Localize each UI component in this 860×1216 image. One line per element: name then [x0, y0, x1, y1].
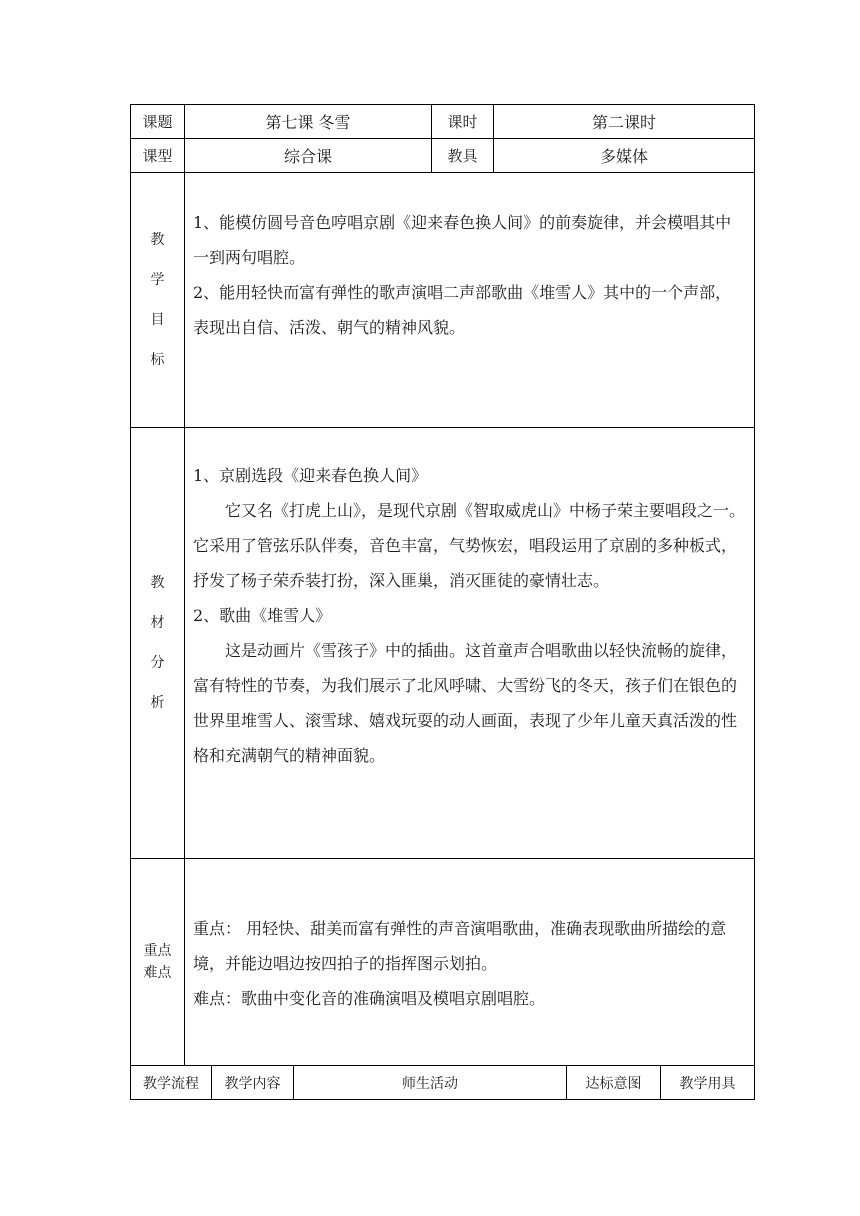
footer-col-tools: 教学用具 [660, 1065, 755, 1100]
topic-label: 课题 [130, 104, 185, 139]
objective-item: 1、能模仿圆号音色哼唱京剧《迎来春色换人间》的前奏旋律，并会模唱其中一到两句唱腔。 [193, 213, 732, 267]
keypoints-label [130, 858, 185, 1066]
material-item1-text: 它又名《打虎上山》，是现代京剧《智取威虎山》中杨子荣主要唱段之一。它采用了管弦乐队伴奏，音色丰富，气势恢宏，唱段运用了京剧的多种板式，抒发了杨子荣乔装打扮，深入匪巢，消灭匪徒的豪情壮志。 [193, 501, 746, 590]
material-item2-title: 2、歌曲《堆雪人》 [193, 606, 332, 625]
keypoints-label-line: 重点 [143, 943, 172, 959]
objectives-label-char: 学 [150, 272, 165, 288]
key-point-text: 重点： 用轻快、甜美而富有弹性的声音演唱歌曲，准确表现歌曲所描绘的意境，并能边唱边按四拍子的指挥图示划拍。 [193, 919, 727, 973]
type-value: 综合课 [184, 138, 432, 173]
tools-label: 教具 [431, 138, 494, 173]
materials-label-char: 教 [150, 575, 165, 591]
objectives-label-char: 标 [150, 352, 165, 368]
objectives-label-char: 目 [150, 312, 165, 328]
material-item1-title: 1、京剧选段《迎来春色换人间》 [193, 466, 428, 485]
type-label: 课型 [130, 138, 185, 173]
footer-col-process: 教学流程 [130, 1065, 212, 1100]
period-label: 课时 [431, 104, 494, 139]
keypoints-label-line: 难点 [143, 965, 172, 981]
difficulty-text: 难点：歌曲中变化音的准确演唱及模唱京剧唱腔。 [193, 989, 546, 1008]
tools-value: 多媒体 [493, 138, 755, 173]
materials-label [130, 427, 185, 859]
topic-value: 第七课 冬雪 [184, 104, 432, 139]
objective-item: 2、能用轻快而富有弹性的歌声演唱二声部歌曲《堆雪人》其中的一个声部，表现出自信、活泼、朝气的精神风貌。 [193, 283, 732, 337]
footer-col-activity: 师生活动 [293, 1065, 567, 1100]
footer-col-content: 教学内容 [211, 1065, 294, 1100]
footer-col-intent: 达标意图 [566, 1065, 661, 1100]
objectives-content [184, 172, 755, 428]
material-item2-text: 这是动画片《雪孩子》中的插曲。这首童声合唱歌曲以轻快流畅的旋律，富有特性的节奏，为我们展示了北风呼啸、大雪纷飞的冬天，孩子们在银色的世界里堆雪人、滚雪球、嬉戏玩耍的动人画面，表现了少年儿童天真活泼的性格和充满朝气的精神面貌。 [193, 641, 738, 765]
objectives-label [130, 172, 185, 428]
materials-label-char: 析 [150, 695, 165, 711]
materials-label-char: 分 [150, 655, 165, 671]
materials-content [184, 427, 755, 859]
keypoints-content [184, 858, 755, 1066]
period-value: 第二课时 [493, 104, 755, 139]
materials-label-char: 材 [150, 615, 165, 631]
objectives-label-char: 教 [150, 232, 165, 248]
